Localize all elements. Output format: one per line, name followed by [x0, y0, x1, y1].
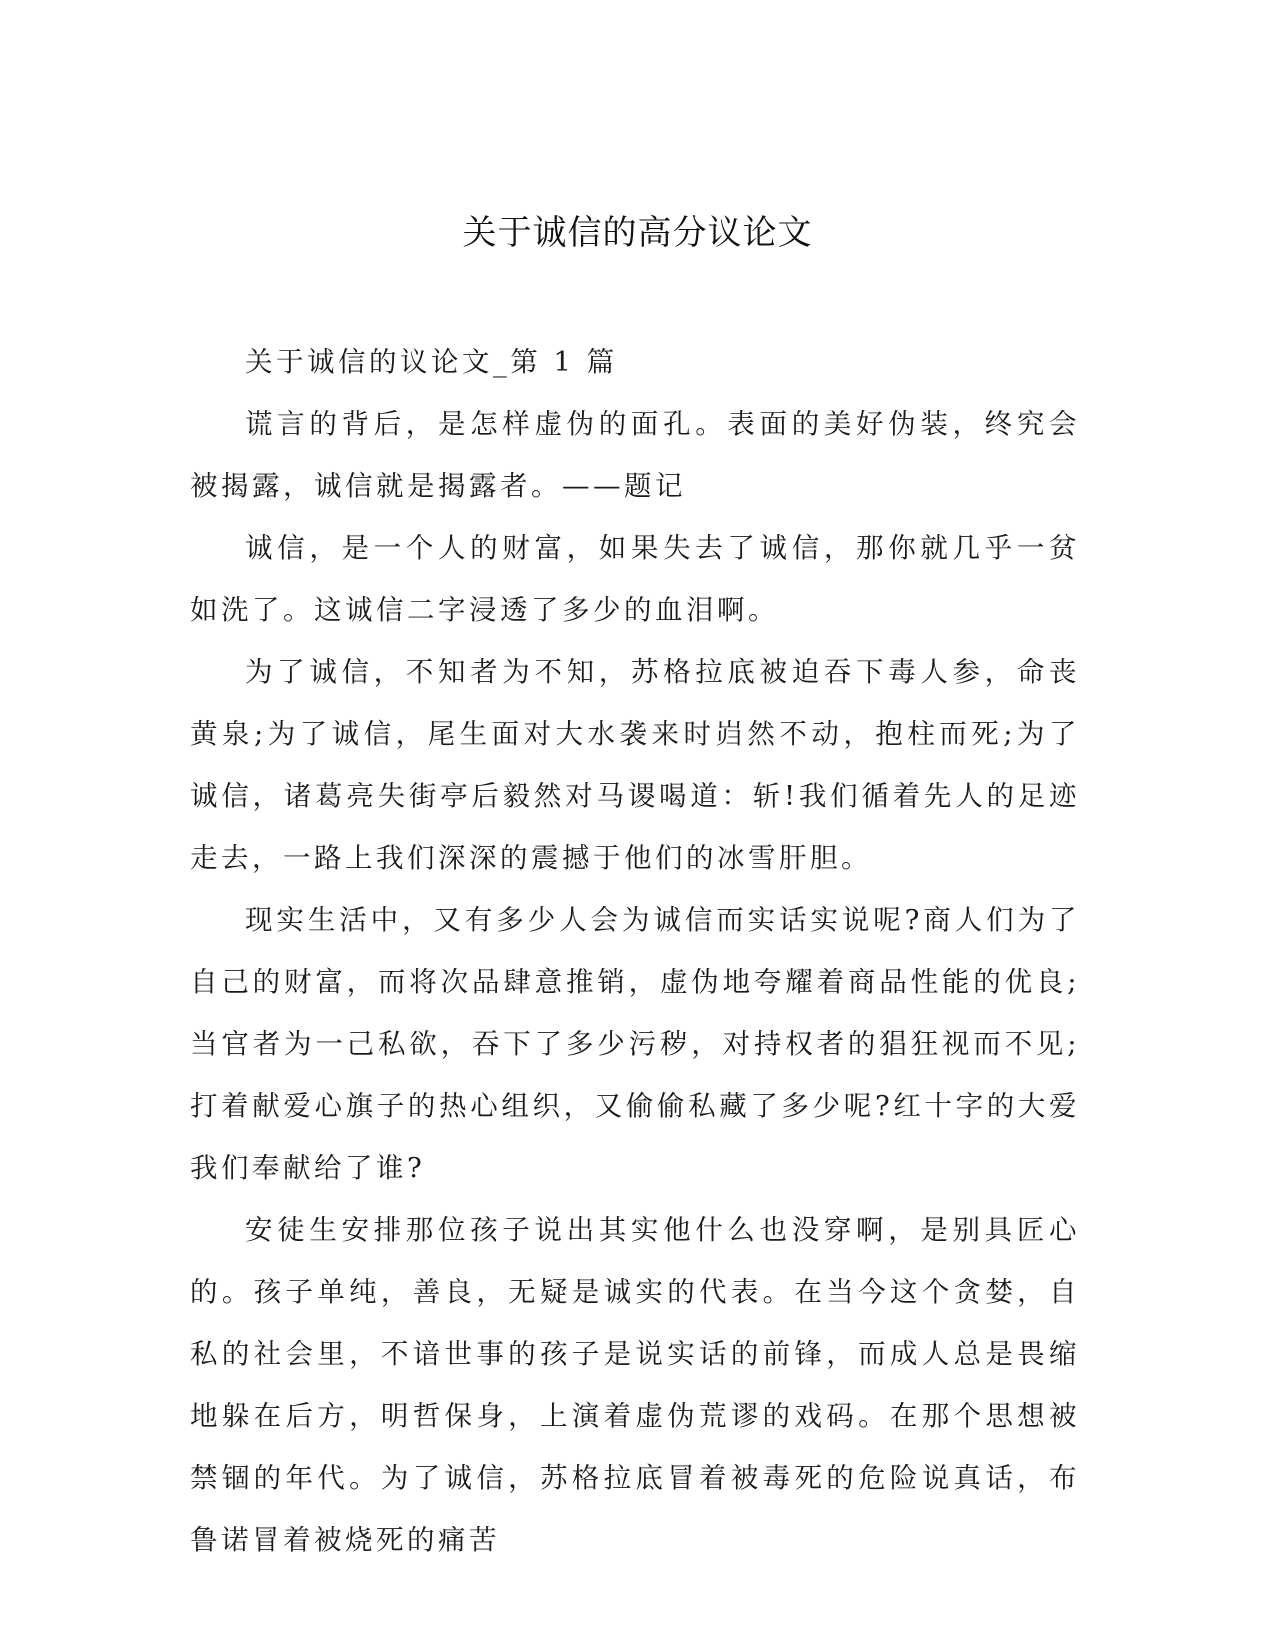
document-body	[190, 331, 1080, 1571]
document-title: 关于诚信的高分议论文	[462, 213, 813, 253]
paragraph: 为了诚信，不知者为不知，苏格拉底被迫吞下毒人参，命丧黄泉;为了诚信，尾生面对大水袭来时岿然不动，抱柱而死;为了诚信，诸葛亮失街亭后毅然对马谡喝道：斩!我们循着先人的足迹走去，一路上我们深深的震撼于他们的冰雪肝胆。	[190, 656, 1080, 874]
paragraph: 安徒生安排那位孩子说出其实他什么也没穿啊，是别具匠心的。孩子单纯，善良，无疑是诚实的代表。在当今这个贪婪，自私的社会里，不谙世事的孩子是说实话的前锋，而成人总是畏缩地躲在后方，明哲保身，上演着虚伪荒谬的戏码。在那个思想被禁锢的年代。为了诚信，苏格拉底冒着被毒死的危险说真话，布鲁诺冒着被烧死的痛苦	[190, 1214, 1080, 1556]
paragraph: 现实生活中，又有多少人会为诚信而实话实说呢?商人们为了自己的财富，而将次品肆意推销，虚伪地夸耀着商品性能的优良;当官者为一己私欲，吞下了多少污秽，对持权者的猖狂视而不见;打着献爱心旗子的热心组织，又偷偷私藏了多少呢?红十字的大爱我们奉献给了谁?	[190, 904, 1080, 1184]
paragraph-epigraph: 谎言的背后，是怎样虚伪的面孔。表面的美好伪装，终究会被揭露，诚信就是揭露者。——题记	[190, 408, 1080, 502]
section-heading: 关于诚信的议论文_第 1 篇	[245, 346, 618, 378]
paragraph: 诚信，是一个人的财富，如果失去了诚信，那你就几乎一贫如洗了。这诚信二字浸透了多少的血泪啊。	[190, 532, 1080, 626]
